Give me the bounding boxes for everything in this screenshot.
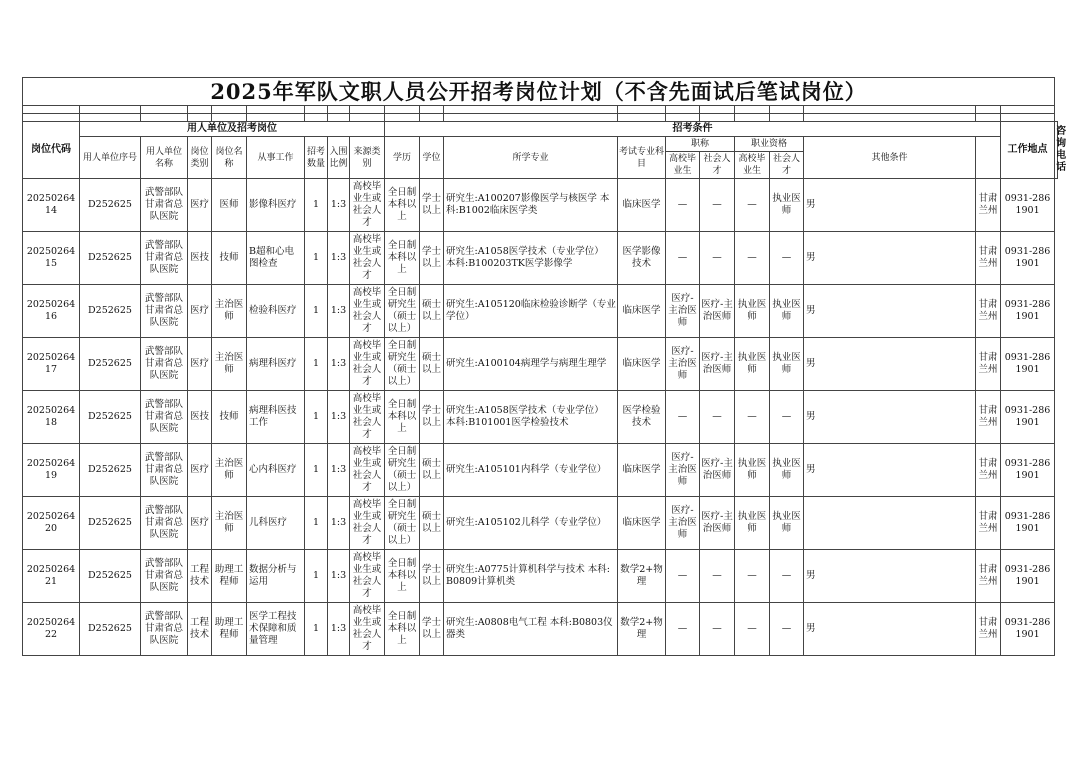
header-interview-ratio: 入围比例 xyxy=(328,137,350,179)
cell-location: 甘肃兰州 xyxy=(976,338,1001,391)
header-qual-social: 社会人才 xyxy=(770,152,804,179)
cell-phone: 0931-2861901 xyxy=(1001,603,1055,656)
cell-post-code: 2025026421 xyxy=(23,550,80,603)
cell-qual-social: — xyxy=(770,232,804,285)
cell-interview-ratio: 1:3 xyxy=(328,444,350,497)
table-row xyxy=(23,391,1058,444)
cell-education: 全日制本科以上 xyxy=(385,232,420,285)
cell-title-social: — xyxy=(700,391,735,444)
header-post-code: 岗位代码 xyxy=(23,122,80,179)
cell-qual-grad: — xyxy=(735,391,770,444)
header-recruit-num: 招考数量 xyxy=(305,137,328,179)
cell-phone: 0931-2861901 xyxy=(1001,338,1055,391)
cell-exam-subject: 临床医学 xyxy=(618,338,666,391)
cell-post-type: 医疗 xyxy=(188,497,212,550)
header-title-group: 职称 xyxy=(666,137,735,152)
cell-title-social: 医疗-主治医师 xyxy=(700,444,735,497)
cell-qual-social: 执业医师 xyxy=(770,179,804,232)
cell-post-type: 医技 xyxy=(188,391,212,444)
cell-qual-grad: — xyxy=(735,550,770,603)
cell-recruit-num: 1 xyxy=(305,603,328,656)
cell-post-type: 医疗 xyxy=(188,444,212,497)
cell-post-code: 2025026416 xyxy=(23,285,80,338)
cell-source: 高校毕业生或社会人才 xyxy=(350,179,385,232)
cell-title-grad: — xyxy=(666,232,700,285)
cell-qual-social: 执业医师 xyxy=(770,444,804,497)
recruitment-table xyxy=(22,77,1067,656)
cell-source: 高校毕业生或社会人才 xyxy=(350,497,385,550)
cell-phone: 0931-2861901 xyxy=(1001,179,1055,232)
cell-education: 全日制本科以上 xyxy=(385,550,420,603)
cell-location: 甘肃兰州 xyxy=(976,550,1001,603)
header-post-type: 岗位类别 xyxy=(188,137,212,179)
cell-qual-grad: 执业医师 xyxy=(735,338,770,391)
cell-interview-ratio: 1:3 xyxy=(328,232,350,285)
cell-recruit-num: 1 xyxy=(305,232,328,285)
cell-unit-no: D252625 xyxy=(80,603,141,656)
cell-title-social: — xyxy=(700,179,735,232)
cell-qual-grad: 执业医师 xyxy=(735,444,770,497)
cell-exam-subject: 医学影像技术 xyxy=(618,232,666,285)
cell-qual-grad: 执业医师 xyxy=(735,497,770,550)
cell-post-type: 工程技术 xyxy=(188,603,212,656)
cell-exam-subject: 临床医学 xyxy=(618,285,666,338)
cell-phone: 0931-2861901 xyxy=(1001,285,1055,338)
cell-exam-subject: 数学2+物理 xyxy=(618,603,666,656)
cell-post-name: 主治医师 xyxy=(212,285,247,338)
cell-post-name: 主治医师 xyxy=(212,444,247,497)
cell-source: 高校毕业生或社会人才 xyxy=(350,338,385,391)
cell-degree: 学士以上 xyxy=(420,550,444,603)
cell-unit-no: D252625 xyxy=(80,497,141,550)
cell-title-grad: 医疗-主治医师 xyxy=(666,285,700,338)
table-row xyxy=(23,232,1058,285)
cell-title-social: — xyxy=(700,603,735,656)
cell-interview-ratio: 1:3 xyxy=(328,338,350,391)
header-education: 学历 xyxy=(385,137,420,179)
cell-interview-ratio: 1:3 xyxy=(328,391,350,444)
cell-post-name: 主治医师 xyxy=(212,338,247,391)
cell-recruit-num: 1 xyxy=(305,550,328,603)
cell-recruit-num: 1 xyxy=(305,179,328,232)
cell-exam-subject: 临床医学 xyxy=(618,444,666,497)
cell-recruit-num: 1 xyxy=(305,444,328,497)
cell-title-social: 医疗-主治医师 xyxy=(700,338,735,391)
header-group-unit: 用人单位及招考岗位 xyxy=(80,122,385,137)
cell-degree: 硕士以上 xyxy=(420,444,444,497)
cell-phone: 0931-2861901 xyxy=(1001,444,1055,497)
header-qual-group: 职业资格 xyxy=(735,137,804,152)
header-post-name: 岗位名称 xyxy=(212,137,247,179)
cell-degree: 学士以上 xyxy=(420,232,444,285)
cell-source: 高校毕业生或社会人才 xyxy=(350,232,385,285)
cell-degree: 硕士以上 xyxy=(420,338,444,391)
cell-unit-no: D252625 xyxy=(80,444,141,497)
cell-phone: 0931-2861901 xyxy=(1001,497,1055,550)
cell-degree: 学士以上 xyxy=(420,179,444,232)
cell-location: 甘肃兰州 xyxy=(976,179,1001,232)
cell-source: 高校毕业生或社会人才 xyxy=(350,550,385,603)
cell-post-code: 2025026418 xyxy=(23,391,80,444)
cell-unit-name: 武警部队甘肃省总队医院 xyxy=(141,338,188,391)
cell-location: 甘肃兰州 xyxy=(976,391,1001,444)
header-major: 所学专业 xyxy=(444,137,618,179)
cell-location: 甘肃兰州 xyxy=(976,603,1001,656)
table-row xyxy=(23,603,1058,656)
cell-title-grad: — xyxy=(666,603,700,656)
cell-title-grad: — xyxy=(666,179,700,232)
cell-work: 医学工程技术保障和质量管理 xyxy=(247,603,305,656)
header-qual-grad: 高校毕业生 xyxy=(735,152,770,179)
cell-phone: 0931-2861901 xyxy=(1001,550,1055,603)
cell-qual-grad: 执业医师 xyxy=(735,285,770,338)
cell-title-grad: 医疗-主治医师 xyxy=(666,497,700,550)
cell-post-code: 2025026419 xyxy=(23,444,80,497)
cell-unit-name: 武警部队甘肃省总队医院 xyxy=(141,497,188,550)
table-row xyxy=(23,444,1058,497)
cell-major: 研究生:A1058医学技术（专业学位） 本科:B100203TK医学影像学 xyxy=(444,232,618,285)
header-title-grad: 高校毕业生 xyxy=(666,152,700,179)
cell-title-grad: — xyxy=(666,391,700,444)
cell-education: 全日制本科以上 xyxy=(385,391,420,444)
cell-title-social: — xyxy=(700,550,735,603)
cell-work: 病理科医技工作 xyxy=(247,391,305,444)
cell-interview-ratio: 1:3 xyxy=(328,497,350,550)
header-unit-no: 用人单位序号 xyxy=(80,137,141,179)
cell-recruit-num: 1 xyxy=(305,497,328,550)
cell-major: 研究生:A0775计算机科学与技术 本科:B0809计算机类 xyxy=(444,550,618,603)
cell-qual-social: — xyxy=(770,391,804,444)
cell-other-conditions: 男 xyxy=(804,285,976,338)
cell-other-conditions: 男 xyxy=(804,179,976,232)
cell-exam-subject: 临床医学 xyxy=(618,497,666,550)
cell-major: 研究生:A105102儿科学（专业学位） xyxy=(444,497,618,550)
cell-degree: 学士以上 xyxy=(420,391,444,444)
cell-qual-social: 执业医师 xyxy=(770,497,804,550)
cell-recruit-num: 1 xyxy=(305,338,328,391)
cell-unit-name: 武警部队甘肃省总队医院 xyxy=(141,603,188,656)
cell-location: 甘肃兰州 xyxy=(976,497,1001,550)
cell-other-conditions xyxy=(804,497,976,550)
cell-exam-subject: 临床医学 xyxy=(618,179,666,232)
cell-qual-grad: — xyxy=(735,232,770,285)
cell-title-grad: 医疗-主治医师 xyxy=(666,338,700,391)
cell-post-code: 2025026415 xyxy=(23,232,80,285)
cell-major: 研究生:A100207影像医学与核医学 本科:B1002临床医学类 xyxy=(444,179,618,232)
cell-recruit-num: 1 xyxy=(305,391,328,444)
cell-work: 儿科医疗 xyxy=(247,497,305,550)
cell-unit-no: D252625 xyxy=(80,232,141,285)
cell-source: 高校毕业生或社会人才 xyxy=(350,285,385,338)
header-source: 来源类别 xyxy=(350,137,385,179)
cell-qual-grad: — xyxy=(735,603,770,656)
cell-degree: 硕士以上 xyxy=(420,285,444,338)
cell-location: 甘肃兰州 xyxy=(976,232,1001,285)
cell-major: 研究生:A100104病理学与病理生理学 xyxy=(444,338,618,391)
cell-phone: 0931-2861901 xyxy=(1001,391,1055,444)
cell-unit-name: 武警部队甘肃省总队医院 xyxy=(141,179,188,232)
cell-title-grad: 医疗-主治医师 xyxy=(666,444,700,497)
cell-title-grad: — xyxy=(666,550,700,603)
cell-qual-social: 执业医师 xyxy=(770,338,804,391)
header-other: 其他条件 xyxy=(804,137,976,179)
cell-major: 研究生:A105120临床检验诊断学（专业学位） xyxy=(444,285,618,338)
page-title: 2025年军队文职人员公开招考岗位计划（不含先面试后笔试岗位） xyxy=(23,78,1055,106)
header-location: 工作地点 xyxy=(1001,122,1055,179)
cell-post-name: 助理工程师 xyxy=(212,603,247,656)
cell-unit-no: D252625 xyxy=(80,179,141,232)
cell-title-social: — xyxy=(700,232,735,285)
cell-other-conditions: 男 xyxy=(804,391,976,444)
cell-exam-subject: 数学2+物理 xyxy=(618,550,666,603)
cell-major: 研究生:A105101内科学（专业学位） xyxy=(444,444,618,497)
header-degree: 学位 xyxy=(420,137,444,179)
cell-education: 全日制研究生（硕士以上） xyxy=(385,497,420,550)
cell-qual-social: 执业医师 xyxy=(770,285,804,338)
header-exam-subject: 考试专业科目 xyxy=(618,137,666,179)
cell-post-type: 医疗 xyxy=(188,179,212,232)
table-row xyxy=(23,338,1058,391)
cell-source: 高校毕业生或社会人才 xyxy=(350,444,385,497)
cell-post-code: 2025026422 xyxy=(23,603,80,656)
cell-unit-name: 武警部队甘肃省总队医院 xyxy=(141,550,188,603)
cell-interview-ratio: 1:3 xyxy=(328,603,350,656)
cell-title-social: 医疗-主治医师 xyxy=(700,497,735,550)
cell-unit-no: D252625 xyxy=(80,391,141,444)
cell-degree: 学士以上 xyxy=(420,603,444,656)
cell-unit-name: 武警部队甘肃省总队医院 xyxy=(141,444,188,497)
cell-location: 甘肃兰州 xyxy=(976,444,1001,497)
cell-post-name: 助理工程师 xyxy=(212,550,247,603)
cell-post-type: 医技 xyxy=(188,232,212,285)
cell-work: B超和心电图检查 xyxy=(247,232,305,285)
table-row xyxy=(23,550,1058,603)
cell-location: 甘肃兰州 xyxy=(976,285,1001,338)
cell-post-code: 2025026414 xyxy=(23,179,80,232)
cell-exam-subject: 医学检验技术 xyxy=(618,391,666,444)
recruitment-plan-sheet xyxy=(22,77,1067,656)
cell-qual-social: — xyxy=(770,603,804,656)
cell-education: 全日制研究生（硕士以上） xyxy=(385,285,420,338)
cell-education: 全日制本科以上 xyxy=(385,179,420,232)
cell-work: 检验科医疗 xyxy=(247,285,305,338)
cell-other-conditions: 男 xyxy=(804,444,976,497)
cell-work: 影像科医疗 xyxy=(247,179,305,232)
cell-unit-no: D252625 xyxy=(80,550,141,603)
cell-source: 高校毕业生或社会人才 xyxy=(350,391,385,444)
cell-source: 高校毕业生或社会人才 xyxy=(350,603,385,656)
cell-post-name: 医师 xyxy=(212,179,247,232)
cell-interview-ratio: 1:3 xyxy=(328,285,350,338)
cell-post-name: 技师 xyxy=(212,232,247,285)
cell-post-type: 工程技术 xyxy=(188,550,212,603)
table-row xyxy=(23,179,1058,232)
header-work: 从事工作 xyxy=(247,137,305,179)
cell-interview-ratio: 1:3 xyxy=(328,179,350,232)
cell-post-type: 医疗 xyxy=(188,338,212,391)
cell-other-conditions: 男 xyxy=(804,603,976,656)
header-unit-name: 用人单位名称 xyxy=(141,137,188,179)
cell-education: 全日制研究生（硕士以上） xyxy=(385,338,420,391)
cell-interview-ratio: 1:3 xyxy=(328,550,350,603)
cell-other-conditions: 男 xyxy=(804,550,976,603)
cell-other-conditions: 男 xyxy=(804,232,976,285)
cell-post-name: 主治医师 xyxy=(212,497,247,550)
cell-unit-name: 武警部队甘肃省总队医院 xyxy=(141,391,188,444)
header-phone: 咨询电话 xyxy=(1055,122,1058,179)
cell-other-conditions: 男 xyxy=(804,338,976,391)
cell-qual-social: — xyxy=(770,550,804,603)
cell-post-type: 医疗 xyxy=(188,285,212,338)
cell-education: 全日制本科以上 xyxy=(385,603,420,656)
cell-post-name: 技师 xyxy=(212,391,247,444)
cell-unit-name: 武警部队甘肃省总队医院 xyxy=(141,285,188,338)
header-title-social: 社会人才 xyxy=(700,152,735,179)
cell-unit-no: D252625 xyxy=(80,338,141,391)
cell-recruit-num: 1 xyxy=(305,285,328,338)
table-row xyxy=(23,497,1058,550)
cell-phone: 0931-2861901 xyxy=(1001,232,1055,285)
cell-work: 数据分析与运用 xyxy=(247,550,305,603)
cell-work: 心内科医疗 xyxy=(247,444,305,497)
cell-education: 全日制研究生（硕士以上） xyxy=(385,444,420,497)
cell-post-code: 2025026417 xyxy=(23,338,80,391)
cell-title-social: 医疗-主治医师 xyxy=(700,285,735,338)
cell-qual-grad: — xyxy=(735,179,770,232)
cell-major: 研究生:A0808电气工程 本科:B0803仪器类 xyxy=(444,603,618,656)
table-row xyxy=(23,285,1058,338)
cell-unit-no: D252625 xyxy=(80,285,141,338)
cell-work: 病理科医疗 xyxy=(247,338,305,391)
header-group-conditions: 招考条件 xyxy=(385,122,1001,137)
cell-post-code: 2025026420 xyxy=(23,497,80,550)
cell-major: 研究生:A1058医学技术（专业学位） 本科:B101001医学检验技术 xyxy=(444,391,618,444)
cell-unit-name: 武警部队甘肃省总队医院 xyxy=(141,232,188,285)
cell-degree: 硕士以上 xyxy=(420,497,444,550)
